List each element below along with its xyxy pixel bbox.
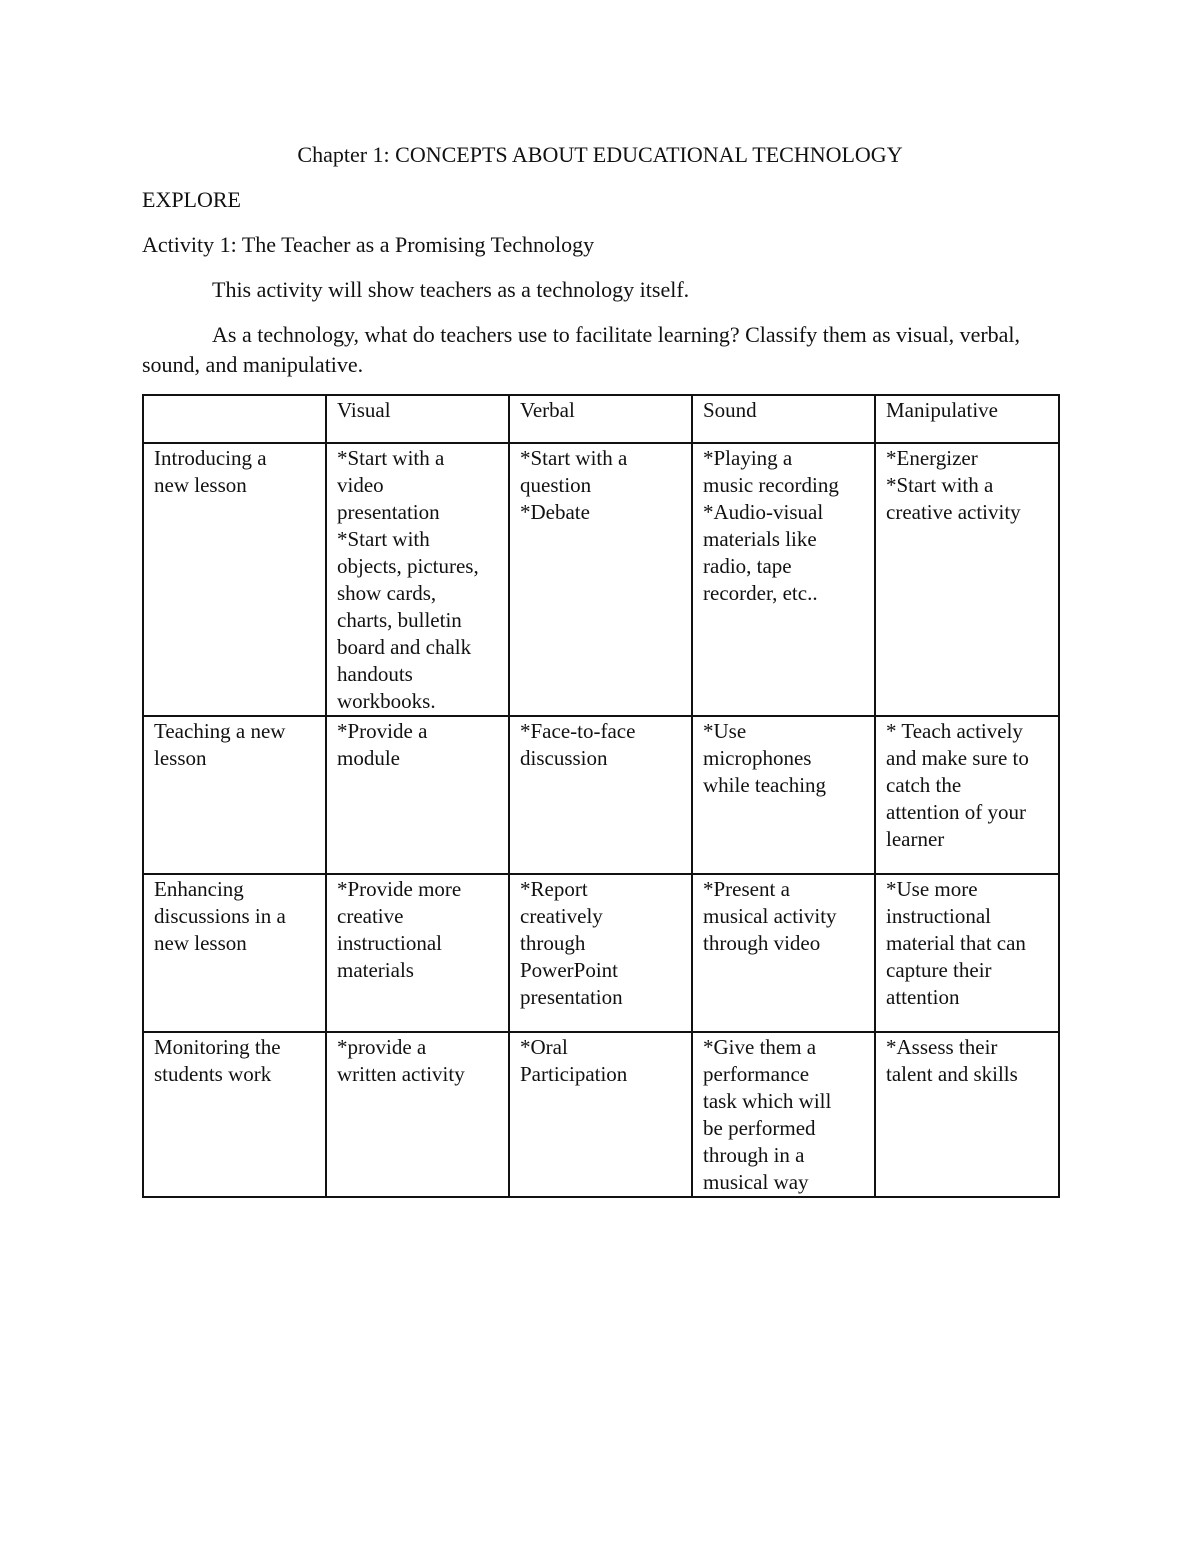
table-row bbox=[143, 1032, 1059, 1197]
cell-line: creative activity bbox=[886, 500, 1021, 524]
cell-line: music recording bbox=[703, 473, 839, 497]
cell-line: discussions in a bbox=[154, 904, 286, 928]
cell-line: instructional bbox=[337, 931, 442, 955]
cell-line: *Debate bbox=[520, 500, 590, 524]
visual-cell bbox=[326, 443, 509, 716]
cell-line: *Provide more bbox=[337, 877, 462, 901]
cell-line: talent and skills bbox=[886, 1062, 1018, 1086]
cell-line: students work bbox=[154, 1062, 272, 1086]
cell-line: instructional bbox=[886, 904, 991, 928]
header-empty-cell bbox=[143, 395, 326, 443]
cell-line: handouts bbox=[337, 662, 413, 686]
cell-line: Enhancing bbox=[154, 877, 244, 901]
cell-line: recorder, etc.. bbox=[703, 581, 818, 605]
cell-line: *Start with a bbox=[886, 473, 994, 497]
manipulative-cell bbox=[875, 874, 1059, 1032]
row-label-cell bbox=[143, 1032, 326, 1197]
manipulative-cell bbox=[875, 443, 1059, 716]
table-row bbox=[143, 443, 1059, 716]
cell-line: *provide a bbox=[337, 1035, 427, 1059]
table-header-row bbox=[143, 395, 1059, 443]
intro-paragraph: This activity will show teachers as a technology itself. bbox=[212, 277, 690, 302]
cell-line: presentation bbox=[337, 500, 440, 524]
cell-line: performance bbox=[703, 1062, 810, 1086]
cell-line: PowerPoint bbox=[520, 958, 619, 982]
row-label-cell bbox=[143, 443, 326, 716]
table-row bbox=[143, 716, 1059, 874]
cell-line: module bbox=[337, 746, 400, 770]
cell-line: workbooks. bbox=[337, 689, 436, 713]
cell-line: *Face-to-face bbox=[520, 719, 636, 743]
row-label-cell bbox=[143, 716, 326, 874]
cell-line: lesson bbox=[154, 746, 207, 770]
table-row bbox=[143, 874, 1059, 1032]
cell-line: *Assess their bbox=[886, 1035, 998, 1059]
cell-line: objects, pictures, bbox=[337, 554, 479, 578]
cell-line: *Report bbox=[520, 877, 588, 901]
cell-line: *Audio-visual bbox=[703, 500, 824, 524]
chapter-title: Chapter 1: CONCEPTS ABOUT EDUCATIONAL TECHNOLOGY bbox=[297, 142, 903, 167]
verbal-cell bbox=[509, 874, 692, 1032]
cell-line: * Teach actively bbox=[886, 719, 1023, 743]
sound-cell bbox=[692, 443, 875, 716]
cell-line: musical activity bbox=[703, 904, 837, 928]
cell-line: *Use more bbox=[886, 877, 978, 901]
header-verbal: Verbal bbox=[509, 395, 692, 443]
cell-line: materials like bbox=[703, 527, 817, 551]
sound-cell bbox=[692, 716, 875, 874]
cell-line: Teaching a new bbox=[154, 719, 286, 743]
classification-table bbox=[142, 394, 1060, 1198]
instruction-paragraph: As a technology, what do teachers use to facilitate learning? Classify them as visual, verbal, sound, and manipulative. bbox=[142, 322, 1021, 377]
cell-line: through in a bbox=[703, 1143, 805, 1167]
manipulative-cell bbox=[875, 1032, 1059, 1197]
section-heading: EXPLORE bbox=[142, 187, 241, 212]
cell-line: presentation bbox=[520, 985, 623, 1009]
header-visual: Visual bbox=[326, 395, 509, 443]
verbal-cell bbox=[509, 1032, 692, 1197]
cell-line: material that can bbox=[886, 931, 1026, 955]
visual-cell bbox=[326, 716, 509, 874]
cell-line: capture their bbox=[886, 958, 992, 982]
visual-cell bbox=[326, 1032, 509, 1197]
cell-line: musical way bbox=[703, 1170, 809, 1194]
cell-line: discussion bbox=[520, 746, 608, 770]
cell-line: question bbox=[520, 473, 592, 497]
cell-line: written activity bbox=[337, 1062, 465, 1086]
cell-line: video bbox=[337, 473, 384, 497]
cell-line: task which will bbox=[703, 1089, 832, 1113]
cell-line: new lesson bbox=[154, 473, 247, 497]
cell-line: Introducing a bbox=[154, 446, 267, 470]
cell-line: creatively bbox=[520, 904, 603, 928]
cell-line: board and chalk bbox=[337, 635, 472, 659]
sound-cell bbox=[692, 1032, 875, 1197]
cell-line: Participation bbox=[520, 1062, 628, 1086]
cell-line: while teaching bbox=[703, 773, 827, 797]
cell-line: learner bbox=[886, 827, 945, 851]
cell-line: materials bbox=[337, 958, 414, 982]
visual-cell bbox=[326, 874, 509, 1032]
row-label-cell bbox=[143, 874, 326, 1032]
manipulative-cell bbox=[875, 716, 1059, 874]
cell-line: *Present a bbox=[703, 877, 790, 901]
sound-cell bbox=[692, 874, 875, 1032]
cell-line: *Start with a bbox=[337, 446, 445, 470]
cell-line: be performed bbox=[703, 1116, 816, 1140]
cell-line: *Give them a bbox=[703, 1035, 817, 1059]
cell-line: Monitoring the bbox=[154, 1035, 281, 1059]
cell-line: *Use bbox=[703, 719, 747, 743]
cell-line: through bbox=[520, 931, 586, 955]
cell-line: *Provide a bbox=[337, 719, 428, 743]
cell-line: microphones bbox=[703, 746, 812, 770]
cell-line: radio, tape bbox=[703, 554, 792, 578]
cell-line: show cards, bbox=[337, 581, 437, 605]
cell-line: *Start with a bbox=[520, 446, 628, 470]
cell-line: creative bbox=[337, 904, 404, 928]
cell-line: catch the bbox=[886, 773, 962, 797]
verbal-cell bbox=[509, 443, 692, 716]
cell-line: *Energizer bbox=[886, 446, 978, 470]
cell-line: attention bbox=[886, 985, 960, 1009]
verbal-cell bbox=[509, 716, 692, 874]
cell-line: attention of your bbox=[886, 800, 1026, 824]
cell-line: *Start with bbox=[337, 527, 430, 551]
cell-line: charts, bulletin bbox=[337, 608, 462, 632]
cell-line: through video bbox=[703, 931, 821, 955]
header-sound: Sound bbox=[692, 395, 875, 443]
cell-line: new lesson bbox=[154, 931, 247, 955]
cell-line: and make sure to bbox=[886, 746, 1029, 770]
header-manipulative: Manipulative bbox=[875, 395, 1059, 443]
cell-line: *Playing a bbox=[703, 446, 793, 470]
cell-line: *Oral bbox=[520, 1035, 568, 1059]
activity-heading: Activity 1: The Teacher as a Promising Technology bbox=[142, 232, 595, 257]
